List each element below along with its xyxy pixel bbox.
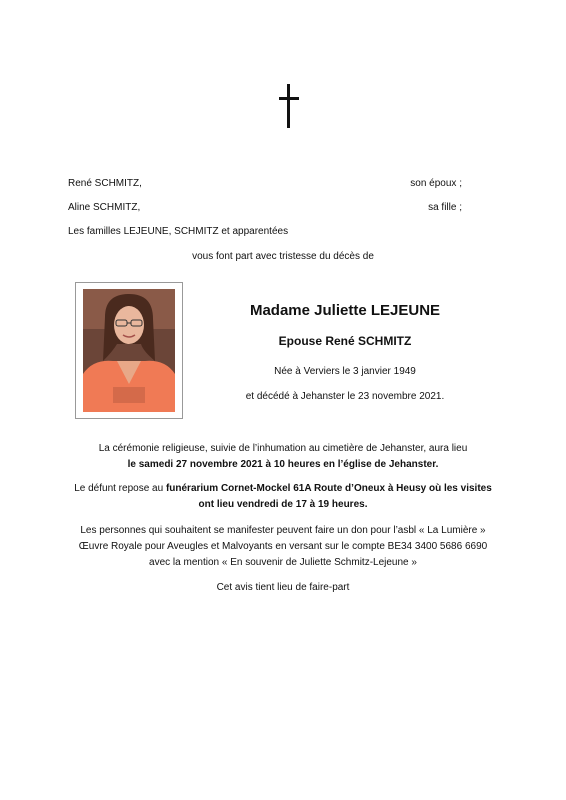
family-member-name: Aline SCHMITZ, [68,202,141,213]
donation-line: Œuvre Royale pour Aveugles et Malvoyants en versant sur le compte BE34 3400 5686 6690 [78,541,488,552]
family-member-relation: sa fille ; [428,202,462,213]
deceased-name: Madame Juliette LEJEUNE [249,302,441,319]
repose-prefix: Le défunt repose au [74,483,166,494]
portrait-frame [75,282,183,419]
cross-icon [279,84,299,128]
family-member-name: René SCHMITZ, [68,178,142,189]
portrait-photo [83,289,175,412]
deceased-spouse: Epouse René SCHMITZ [278,334,412,348]
ceremony-paragraph [40,441,526,473]
repose-place: funérarium Cornet-Mockel 61A Route d’Oneux à Heusy où les visites [165,483,492,494]
donation-paragraph [40,523,526,571]
repose-paragraph [40,481,526,513]
ceremony-line: La cérémonie religieuse, suivie de l’inhumation au cimetière de Jehanster, aura lieu [98,443,468,454]
donation-line: Les personnes qui souhaitent se manifester peuvent faire un don pour l’asbl « La Lumière » [80,525,486,536]
families-line: Les familles LEJEUNE, SCHMITZ et apparentées [68,226,289,237]
announce-line: vous font part avec tristesse du décès de [192,251,374,262]
ceremony-date: le samedi 27 novembre 2021 à 10 heures en l’église de Jehanster. [127,459,439,470]
deceased-death: et décédé à Jehanster le 23 novembre 2021. [245,391,445,402]
family-member-relation: son époux ; [410,178,462,189]
repose-visits: ont lieu vendredi de 17 à 19 heures. [198,499,368,510]
repose-line [40,481,526,497]
closing-line: Cet avis tient lieu de faire-part [216,582,350,593]
deceased-birth: Née à Verviers le 3 janvier 1949 [274,366,416,377]
donation-line: avec la mention « En souvenir de Juliette Schmitz-Lejeune » [149,557,417,568]
